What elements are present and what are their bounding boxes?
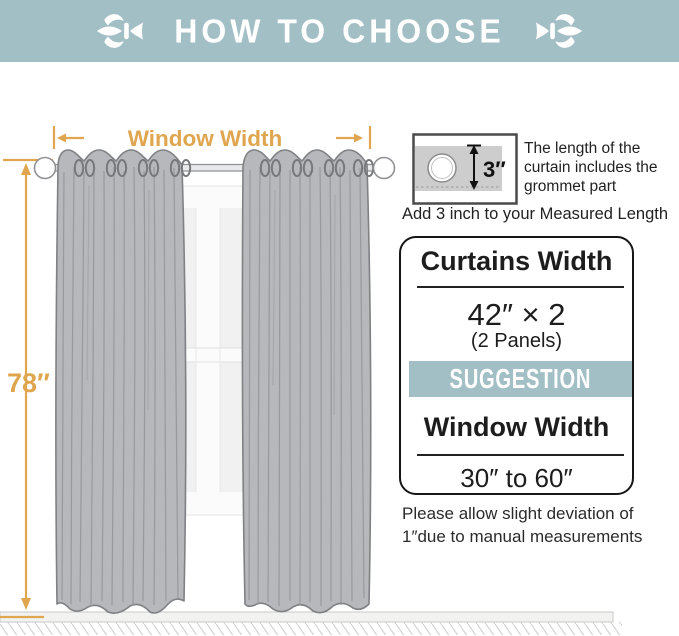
add-length-note: Add 3 inch to your Measured Length <box>402 205 669 223</box>
table-divider <box>417 286 624 288</box>
curtain-height-label: 78″ <box>7 368 50 398</box>
floor <box>0 612 622 635</box>
grommet-caption: The length of the curtain includes the grommet part <box>524 140 658 196</box>
page-title: HOW TO CHOOSE <box>174 11 505 50</box>
curtain-panel-left <box>56 150 186 613</box>
deviation-note: Please allow slight deviation of 1″due to manual measurements <box>402 504 643 546</box>
grommet-length-figure <box>412 133 518 205</box>
curtains-width-value: 42″ × 2 <box>467 296 566 332</box>
header-banner <box>0 0 679 62</box>
grommet-length-label: 3″ <box>483 157 506 182</box>
window-width-label: Window Width <box>127 126 283 151</box>
table-divider <box>417 454 624 456</box>
grommet-hole-icon <box>428 154 456 182</box>
window-width-value: 30″ to 60″ <box>460 462 573 493</box>
suggestion-banner-label: SUGGESTION <box>449 363 592 395</box>
suggestion-banner <box>409 361 632 397</box>
curtain-panel-right <box>242 150 370 613</box>
size-suggestion-table <box>399 236 634 495</box>
fleur-de-lis-icon <box>535 3 583 59</box>
fleur-de-lis-icon <box>96 3 144 59</box>
curtains-width-detail: (2 Panels) <box>470 330 563 353</box>
curtains-width-header: Curtains Width <box>420 246 613 276</box>
window-width-header: Window Width <box>423 412 610 443</box>
